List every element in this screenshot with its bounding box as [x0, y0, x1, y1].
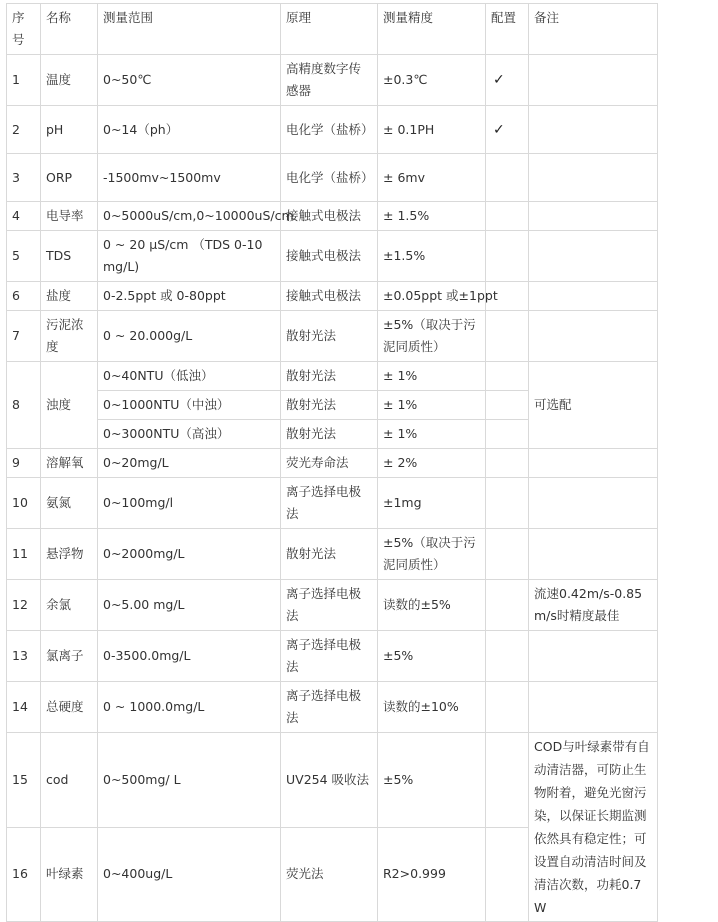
row-range: 0~5.00 mg/L [98, 580, 281, 631]
row-accuracy: ±5%（取决于污泥同质性） [378, 529, 486, 580]
row-accuracy: ±0.3℃ [378, 55, 486, 106]
cod-chlorophyll-remark: COD与叶绿素带有自动清洁器，可防止生物附着，避免光窗污染，以保证长期监测依然具有稳定性；可设置自动清洁时间及清洁次数，功耗0.7W [529, 733, 658, 922]
checkmark-icon: ✓ [493, 72, 505, 88]
row-name: 总硬度 [41, 682, 98, 733]
header-remark: 备注 [529, 4, 658, 55]
row-accuracy: R2>0.999 [378, 827, 486, 922]
row-name: 叶绿素 [41, 827, 98, 922]
row-no: 2 [7, 106, 41, 154]
row-name: 氯离子 [41, 631, 98, 682]
row-range: 0~400ug/L [98, 827, 281, 922]
row-remark [529, 529, 658, 580]
row-range: 0~14（ph） [98, 106, 281, 154]
row-config [486, 391, 529, 420]
row-config [486, 106, 529, 154]
row-config [486, 154, 529, 202]
row-name: 悬浮物 [41, 529, 98, 580]
row-config [486, 827, 529, 922]
row-no: 3 [7, 154, 41, 202]
row-remark [529, 231, 658, 282]
row-no: 1 [7, 55, 41, 106]
row-range: 0-2.5ppt 或 0-80ppt [98, 282, 281, 311]
row-accuracy: ±5% [378, 733, 486, 828]
row-principle: UV254 吸收法 [281, 733, 378, 828]
row-principle: 离子选择电极法 [281, 580, 378, 631]
row-config [486, 362, 529, 391]
row-name: 电导率 [41, 202, 98, 231]
row-no: 15 [7, 733, 41, 828]
row-config [486, 449, 529, 478]
row-principle: 电化学（盐桥） [281, 106, 378, 154]
row-no: 6 [7, 282, 41, 311]
row-no: 7 [7, 311, 41, 362]
row-accuracy: ±5% [378, 631, 486, 682]
row-remark [529, 311, 658, 362]
table-row [7, 202, 658, 231]
row-principle: 接触式电极法 [281, 202, 378, 231]
row-range: 0~100mg/l [98, 478, 281, 529]
row-no: 13 [7, 631, 41, 682]
row-accuracy: ±5%（取决于污泥同质性） [378, 311, 486, 362]
row-config [486, 55, 529, 106]
row-no: 14 [7, 682, 41, 733]
row-remark [529, 631, 658, 682]
row-name: 氨氮 [41, 478, 98, 529]
row-no: 8 [7, 362, 41, 449]
row-config [486, 311, 529, 362]
row-range: 0~20mg/L [98, 449, 281, 478]
row-remark [529, 55, 658, 106]
row-name: cod [41, 733, 98, 828]
row-principle: 散射光法 [281, 529, 378, 580]
row-range: 0~1000NTU（中浊） [98, 391, 281, 420]
row-remark [529, 478, 658, 529]
row-no: 10 [7, 478, 41, 529]
row-range: 0~40NTU（低浊） [98, 362, 281, 391]
row-accuracy: ± 1% [378, 362, 486, 391]
row-accuracy: ± 6mv [378, 154, 486, 202]
table-row [7, 449, 658, 478]
row-principle: 散射光法 [281, 311, 378, 362]
row-principle: 离子选择电极法 [281, 682, 378, 733]
row-remark: 流速0.42m/s-0.85m/s时精度最佳 [529, 580, 658, 631]
row-config [486, 631, 529, 682]
row-no: 12 [7, 580, 41, 631]
table-row [7, 282, 658, 311]
row-config [486, 202, 529, 231]
row-accuracy: ± 0.1PH [378, 106, 486, 154]
row-no: 16 [7, 827, 41, 922]
row-name: 污泥浓度 [41, 311, 98, 362]
row-principle: 接触式电极法 [281, 231, 378, 282]
header-config: 配置 [486, 4, 529, 55]
row-accuracy: ± 1% [378, 391, 486, 420]
row-accuracy: ± 1.5% [378, 202, 486, 231]
row-accuracy: ± 2% [378, 449, 486, 478]
row-principle: 接触式电极法 [281, 282, 378, 311]
table-row [7, 682, 658, 733]
row-accuracy: ±1.5% [378, 231, 486, 282]
row-accuracy: 读数的±10% [378, 682, 486, 733]
row-principle: 高精度数字传感器 [281, 55, 378, 106]
table-row [7, 106, 658, 154]
row-no: 9 [7, 449, 41, 478]
row-name: 余氯 [41, 580, 98, 631]
table-row [7, 631, 658, 682]
row-remark [529, 106, 658, 154]
table-row [7, 362, 658, 391]
table-row [7, 154, 658, 202]
row-no: 11 [7, 529, 41, 580]
row-range: -1500mv~1500mv [98, 154, 281, 202]
header-no: 序号 [7, 4, 41, 55]
table-row [7, 311, 658, 362]
row-accuracy: 读数的±5% [378, 580, 486, 631]
row-name: 温度 [41, 55, 98, 106]
row-no: 4 [7, 202, 41, 231]
row-range: 0 ~ 20.000g/L [98, 311, 281, 362]
row-remark [529, 154, 658, 202]
row-principle: 散射光法 [281, 420, 378, 449]
row-name: ORP [41, 154, 98, 202]
row-config [486, 529, 529, 580]
spec-table [6, 3, 658, 922]
table-row [7, 580, 658, 631]
row-range: 0 ~ 20 μS/cm （TDS 0-10 mg/L) [98, 231, 281, 282]
row-range: 0~500mg/ L [98, 733, 281, 828]
row-principle: 散射光法 [281, 362, 378, 391]
row-config [486, 580, 529, 631]
row-range: 0~2000mg/L [98, 529, 281, 580]
header-range: 测量范围 [98, 4, 281, 55]
header-principle: 原理 [281, 4, 378, 55]
row-no: 5 [7, 231, 41, 282]
row-range: 0~50℃ [98, 55, 281, 106]
header-accuracy: 测量精度 [378, 4, 486, 55]
table-row [7, 231, 658, 282]
row-name: 浊度 [41, 362, 98, 449]
row-remark [529, 282, 658, 311]
table-row [7, 529, 658, 580]
row-name: 盐度 [41, 282, 98, 311]
row-name: 溶解氧 [41, 449, 98, 478]
row-name: TDS [41, 231, 98, 282]
checkmark-icon: ✓ [493, 121, 505, 138]
row-principle: 荧光寿命法 [281, 449, 378, 478]
table-row [7, 478, 658, 529]
header-row [7, 4, 658, 55]
row-remark [529, 449, 658, 478]
row-range: 0~5000uS/cm,0~10000uS/cm [98, 202, 281, 231]
row-config [486, 682, 529, 733]
row-principle: 离子选择电极法 [281, 631, 378, 682]
row-remark [529, 202, 658, 231]
row-config [486, 733, 529, 828]
row-name: pH [41, 106, 98, 154]
row-config [486, 420, 529, 449]
row-config [486, 478, 529, 529]
row-principle: 电化学（盐桥） [281, 154, 378, 202]
row-principle: 散射光法 [281, 391, 378, 420]
table-row [7, 733, 658, 828]
optional-remark: 可选配 [529, 362, 658, 449]
row-principle: 离子选择电极法 [281, 478, 378, 529]
row-config [486, 231, 529, 282]
header-name: 名称 [41, 4, 98, 55]
table-row [7, 55, 658, 106]
row-accuracy: ± 1% [378, 420, 486, 449]
row-accuracy: ±1mg [378, 478, 486, 529]
row-principle: 荧光法 [281, 827, 378, 922]
row-accuracy: ±0.05ppt 或±1ppt [378, 282, 486, 311]
row-range: 0 ~ 1000.0mg/L [98, 682, 281, 733]
row-range: 0~3000NTU（高浊） [98, 420, 281, 449]
row-range: 0-3500.0mg/L [98, 631, 281, 682]
row-remark [529, 682, 658, 733]
